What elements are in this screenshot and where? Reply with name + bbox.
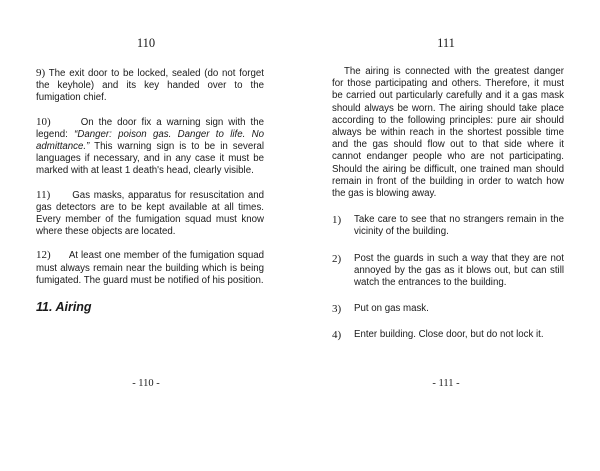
list-item	[36, 189, 264, 239]
item-number: 9)	[36, 67, 46, 79]
item-text: Take care to see that no strangers remain in the vicinity of the building.	[354, 214, 564, 238]
section-heading: 11. Airing	[36, 300, 92, 315]
page-number-header: 110	[136, 36, 156, 50]
item-text-post: This warning sign is to be in several languages if necessary, and in any case it must be marked with at least 1 death's head, clearly visible.	[36, 141, 264, 177]
item-number: 10)	[36, 115, 51, 128]
list-item	[332, 214, 564, 238]
item-number: 1)	[332, 214, 342, 227]
list-item	[36, 67, 264, 105]
item-text-pre: On the door fix a warning sign with the legend:	[36, 116, 264, 140]
page-footer: - 111 -	[432, 378, 460, 389]
right-page	[300, 0, 600, 471]
list-item	[332, 329, 564, 341]
list-item	[332, 253, 564, 290]
warning-sign-quote: “Danger: poison gas. Danger to life. No admittance.”	[36, 128, 264, 153]
item-number: 11)	[36, 188, 51, 201]
item-text: At least one member of the fumigation squad must always remain near the building which is being fumigated. The guard must be notified of his position.	[36, 250, 264, 286]
item-text: Put on gas mask.	[354, 303, 429, 315]
item-number: 2)	[332, 252, 342, 265]
list-item	[332, 303, 564, 315]
item-number: 12)	[36, 249, 51, 262]
right-page-body	[332, 66, 564, 356]
airing-paragraph: The airing is connected with the greatest danger for those participating and others. Therefore, it must be carried out particularly carefully and it a gas mask should always be worn. The airing should take place according to the following principles: pure air should always be within reach in the shortest possible time and the gas should flow out to that side where it cannot endanger people who are not participating. Should the airing be difficult, one trained man should remain in front of the building in order to watch how the gas is blowing away.	[332, 66, 564, 200]
left-page-body	[36, 67, 264, 313]
list-item	[36, 116, 264, 178]
page-footer: - 110 -	[132, 378, 160, 389]
item-number: 4)	[332, 329, 342, 342]
item-text: Post the guards in such a way that they are not annoyed by the gas as it blows out, but can still watch the entrances to the building.	[354, 252, 564, 289]
list-item	[36, 249, 264, 287]
item-number: 3)	[332, 303, 342, 316]
item-text: Enter building. Close door, but do not lock it.	[354, 329, 544, 341]
item-text: Gas masks, apparatus for resuscitation and gas detectors are to be kept available at all times. Every member of the fumigation squad must know where these objects are located.	[36, 189, 264, 238]
item-text: The exit door to be locked, sealed (do not forget the keyhole) and its key handed over to the fumigation chief.	[36, 68, 264, 104]
page-number-header: 111	[437, 36, 455, 50]
